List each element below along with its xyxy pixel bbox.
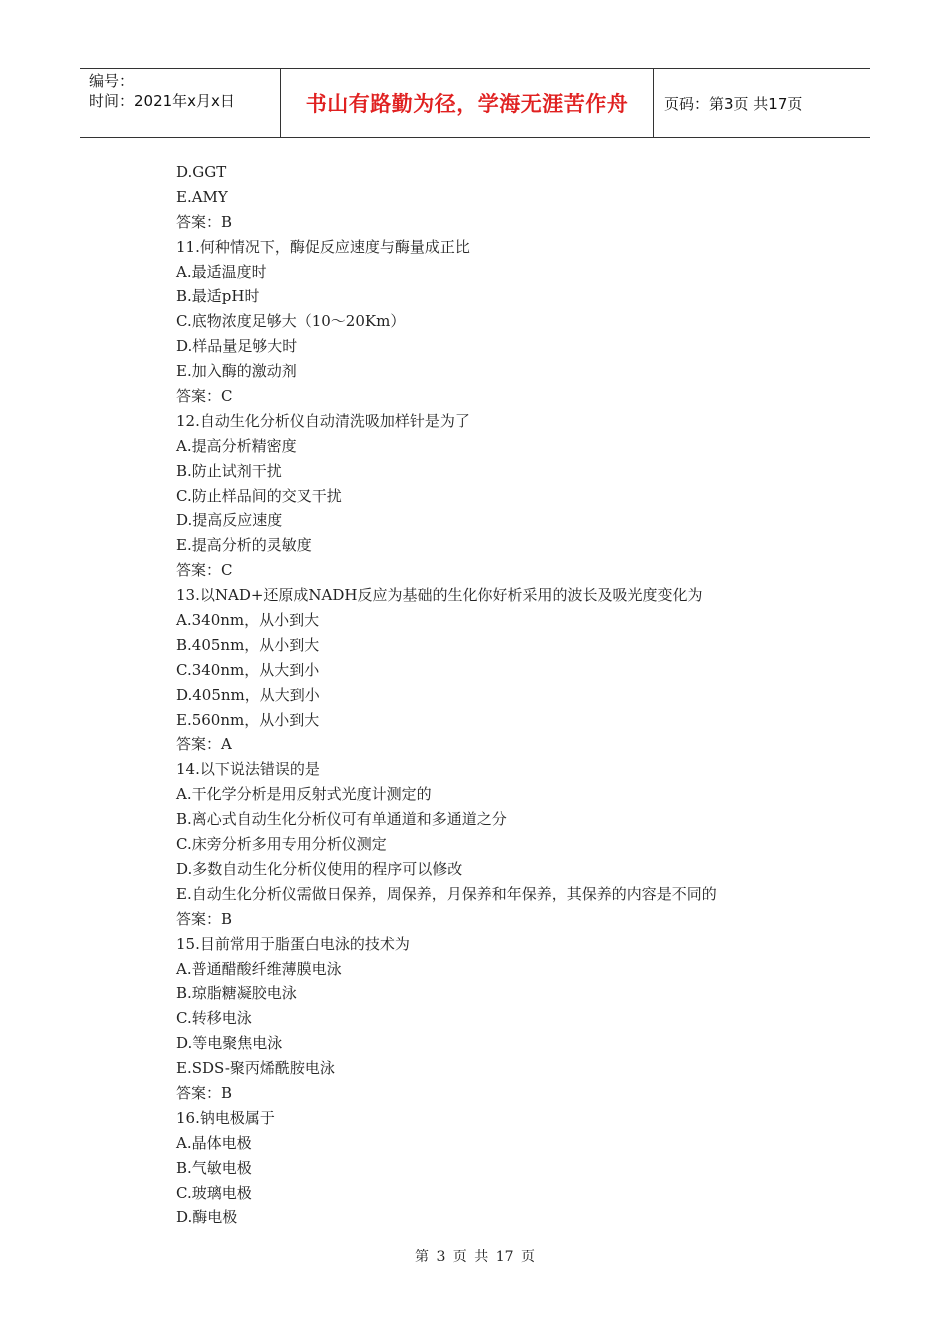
page-header [80,68,870,138]
text-line: 16.钠电极属于 [176,1108,275,1127]
text-line: E.SDS-聚丙烯酰胺电泳 [176,1059,335,1078]
text-line: A.普通醋酸纤维薄膜电泳 [176,959,342,978]
document-number-label: 编号： [89,72,135,90]
text-line: C.转移电泳 [176,1009,252,1028]
text-line: 15.目前常用于脂蛋白电泳的技术为 [176,934,410,953]
text-line: 答案：C [176,561,233,580]
header-meta [80,69,281,137]
text-line: 答案：A [176,735,232,754]
text-line: 答案：B [176,212,233,231]
text-line: B.防止试剂干扰 [176,461,282,480]
text-line: D.酶电极 [176,1208,238,1227]
document-date: 时间：2021年x月x日 [89,92,235,110]
text-line: A.340nm，从小到大 [176,611,320,630]
text-line: C.底物浓度足够大（10～20Km） [176,312,406,331]
text-line: D.等电聚焦电泳 [176,1034,283,1053]
text-line: D.GGT [176,163,227,181]
text-line: D.多数自动生化分析仪使用的程序可以修改 [176,859,463,878]
text-line: 13.以NAD+还原成NADH反应为基础的生化你好析采用的波长及吸光度变化为 [176,586,703,605]
text-line: B.最适pH时 [176,287,260,306]
text-line: B.琼脂糖凝胶电泳 [176,984,297,1003]
header-motto: 书山有路勤为径，学海无涯苦作舟 [281,69,654,137]
text-line: E.加入酶的激动剂 [176,362,297,381]
text-line: C.床旁分析多用专用分析仪测定 [176,835,387,854]
text-line: E.自动生化分析仪需做日保养，周保养，月保养和年保养，其保养的内容是不同的 [176,884,717,903]
text-line: A.提高分析精密度 [176,436,297,455]
text-line: B.离心式自动生化分析仪可有单通道和多通道之分 [176,810,507,829]
text-line: 14.以下说法错误的是 [176,760,320,779]
text-line: 12.自动生化分析仪自动清洗吸加样针是为了 [176,411,470,430]
text-line: B.405nm，从小到大 [176,635,320,654]
text-line: 答案：B [176,909,233,928]
text-line: A.最适温度时 [176,262,267,281]
text-line: C.防止样品间的交叉干扰 [176,486,342,505]
header-page-info: 页码：第3页 共17页 [664,94,803,113]
text-line: A.晶体电极 [176,1133,252,1152]
text-line: E.AMY [176,187,228,206]
page-footer: 第 3 页 共 17 页 [415,1249,535,1265]
document-body [176,160,816,1230]
text-line: C.340nm，从大到小 [176,660,320,679]
text-line: E.560nm，从小到大 [176,710,320,729]
text-line: C.玻璃电极 [176,1183,252,1202]
text-line: D.提高反应速度 [176,511,283,530]
text-line: 11.何种情况下，酶促反应速度与酶量成正比 [176,237,470,256]
text-line: 答案：C [176,387,233,406]
text-line: D.405nm，从大到小 [176,685,320,704]
text-line: 答案：B [176,1083,233,1102]
text-line: B.气敏电极 [176,1158,252,1177]
text-line: A.干化学分析是用反射式光度计测定的 [176,785,432,804]
text-line: E.提高分析的灵敏度 [176,536,312,555]
text-line: D.样品量足够大时 [176,337,298,356]
